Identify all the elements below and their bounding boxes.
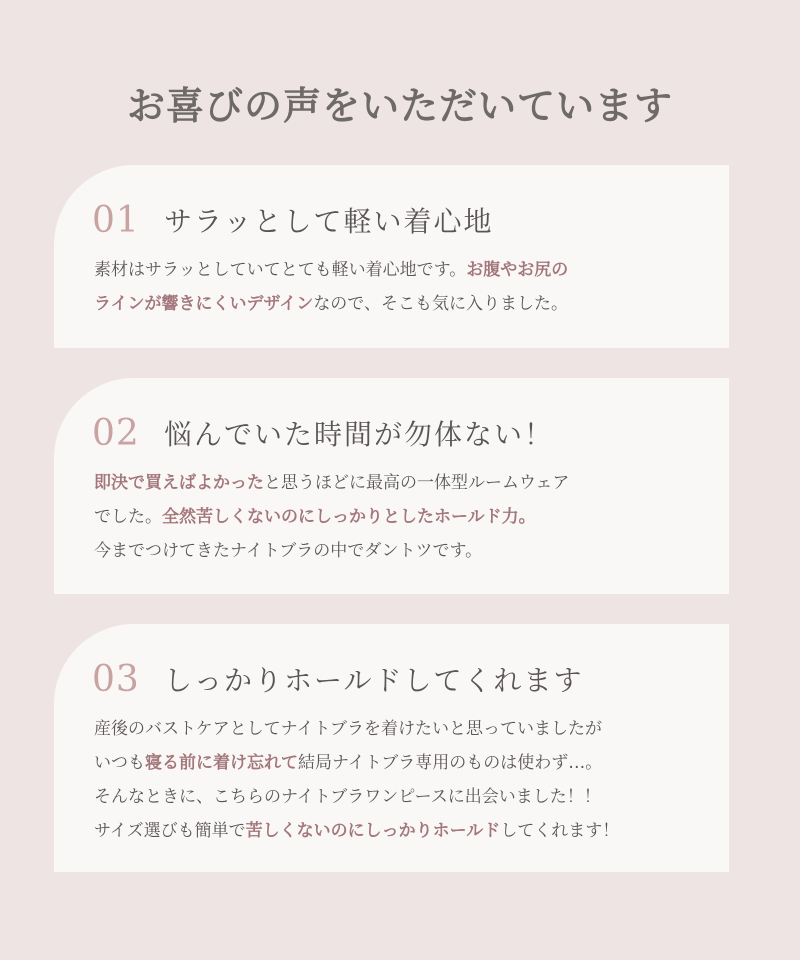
card-header [92,195,493,245]
testimonial-title: 悩んでいた時間が勿体ない！ [164,418,555,451]
testimonial-body [94,253,714,321]
card-header [92,654,583,704]
body-line [94,253,714,287]
body-line [94,287,714,321]
testimonial-number: 02 [92,412,140,454]
testimonial-body [94,712,714,848]
highlight-text: お腹やお尻の [466,260,569,280]
body-line [94,466,714,500]
testimonial-number: 03 [92,658,140,700]
body-text: 産後のバストケアとしてナイトブラを着けたいと思っていましたが [94,719,602,739]
body-line [94,746,714,780]
body-text: してくれます！ [500,821,620,841]
highlight-text: 全然苦しくないのにしっかりとしたホールド力。 [162,507,536,527]
body-line [94,780,714,814]
body-text: そんなときに、こちらのナイトブラワンピースに出会いました！！ [94,787,601,807]
body-line [94,814,714,848]
testimonial-card [54,378,729,594]
body-text: なので、そこも気に入りました。 [313,294,568,314]
highlight-text: 寝る前に着け忘れて [145,753,298,773]
testimonial-title: サラッとして軽い着心地 [164,205,494,238]
testimonial-title: しっかりホールドしてくれます [164,664,584,697]
body-text: サイズ選びも簡単で [94,821,246,841]
highlight-text: 苦しくないのにしっかりホールド [245,821,501,841]
body-text: と思うほどに最高の一体型ルームウェア [264,473,570,493]
highlight-text: 即決で買えばよかった [94,473,264,493]
body-text: でした。 [94,507,162,527]
testimonial-card [54,165,729,348]
body-text: 今までつけてきたナイトブラの中でダントツです。 [94,541,483,561]
body-text: 素材はサラッとしていてとても軽い着心地です。 [94,260,467,280]
body-text: 結局ナイトブラ専用のものは使わず…。 [298,753,603,773]
highlight-text: ラインが響きにくいデザイン [94,294,314,314]
body-line [94,500,714,534]
body-line [94,712,714,746]
page-title: お喜びの声をいただいています [126,83,673,128]
body-text: いつも [94,753,145,773]
body-line [94,534,714,568]
testimonial-body [94,466,714,568]
card-header [92,408,554,458]
testimonial-card [54,624,729,872]
testimonial-number: 01 [92,199,140,241]
